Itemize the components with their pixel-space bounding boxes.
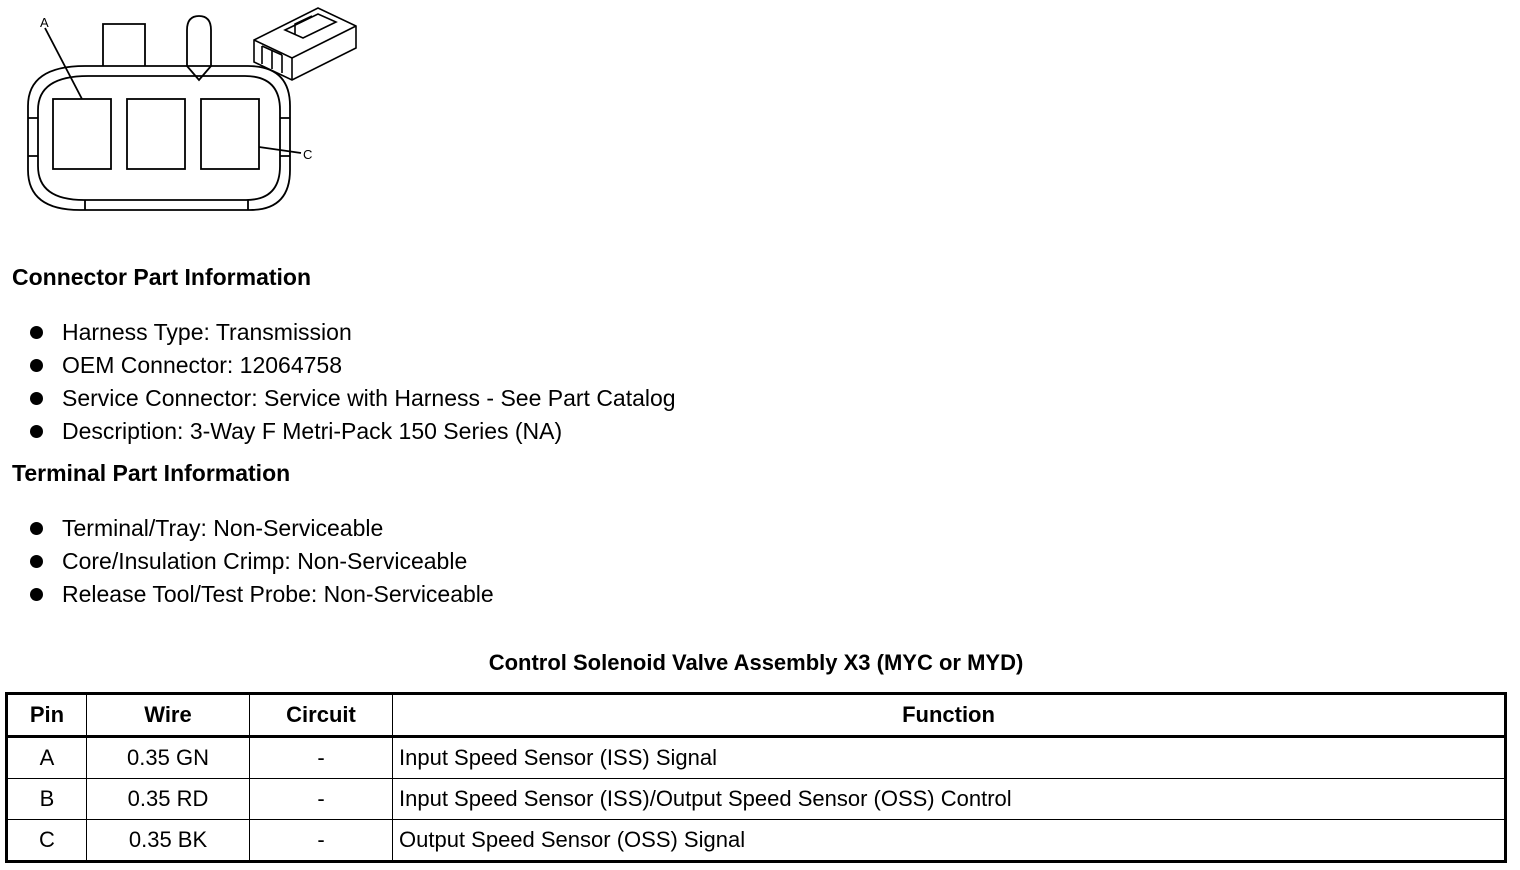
cell-pin: B — [7, 779, 87, 820]
list-item — [28, 579, 494, 612]
connector-inner-housing — [38, 76, 280, 200]
table-header-row — [7, 694, 1506, 737]
cell-circuit: - — [250, 737, 393, 779]
list-item-text: Core/Insulation Crimp: Non-Serviceable — [62, 548, 468, 574]
list-item-text: Harness Type: Transmission — [62, 319, 352, 345]
list-item-text: OEM Connector: 12064758 — [62, 352, 343, 378]
terminal-cavity-a — [53, 99, 111, 169]
bullet-icon — [30, 359, 43, 372]
cell-wire: 0.35 GN — [87, 737, 250, 779]
list-item — [28, 317, 676, 350]
terminal-part-info-list — [28, 513, 494, 612]
cell-pin: A — [7, 737, 87, 779]
connector-part-info-list — [28, 317, 676, 449]
column-header-function: Function — [393, 694, 1506, 737]
pin-table — [5, 692, 1507, 863]
list-item — [28, 383, 676, 416]
table-row — [7, 820, 1506, 862]
table-row — [7, 779, 1506, 820]
terminal-part-info-heading: Terminal Part Information — [12, 460, 291, 486]
connector-isometric-icon — [254, 8, 356, 80]
cell-function: Output Speed Sensor (OSS) Signal — [393, 820, 1506, 862]
list-item-text: Service Connector: Service with Harness - See Part Catalog — [62, 385, 676, 411]
list-item — [28, 513, 494, 546]
cell-function: Input Speed Sensor (ISS) Signal — [393, 737, 1506, 779]
cell-circuit: - — [250, 779, 393, 820]
connector-top-tab — [103, 24, 145, 66]
table-row — [7, 737, 1506, 779]
column-header-circuit: Circuit — [250, 694, 393, 737]
cell-circuit: - — [250, 820, 393, 862]
terminal-cavity-c — [201, 99, 259, 169]
connector-outer-housing — [28, 66, 290, 210]
connector-part-info-heading: Connector Part Information — [12, 264, 312, 290]
pin-label-a: A — [40, 15, 49, 30]
terminal-cavity-b — [127, 99, 185, 169]
connector-key-pin — [187, 16, 211, 80]
bullet-icon — [30, 326, 43, 339]
pin-table-title: Control Solenoid Valve Assembly X3 (MYC or MYD) — [488, 650, 1024, 675]
list-item — [28, 350, 676, 383]
bullet-icon — [30, 588, 43, 601]
connector-face-diagram — [0, 0, 370, 230]
bullet-icon — [30, 522, 43, 535]
cell-pin: C — [7, 820, 87, 862]
cell-wire: 0.35 BK — [87, 820, 250, 862]
column-header-pin: Pin — [7, 694, 87, 737]
bullet-icon — [30, 425, 43, 438]
column-header-wire: Wire — [87, 694, 250, 737]
cell-wire: 0.35 RD — [87, 779, 250, 820]
bullet-icon — [30, 392, 43, 405]
cell-function: Input Speed Sensor (ISS)/Output Speed Sensor (OSS) Control — [393, 779, 1506, 820]
list-item-text: Release Tool/Test Probe: Non-Serviceable — [62, 581, 494, 607]
list-item-text: Description: 3-Way F Metri-Pack 150 Series (NA) — [62, 418, 563, 444]
list-item-text: Terminal/Tray: Non-Serviceable — [62, 515, 384, 541]
pin-label-c: C — [303, 147, 313, 162]
bullet-icon — [30, 555, 43, 568]
list-item — [28, 546, 494, 579]
list-item — [28, 416, 676, 449]
